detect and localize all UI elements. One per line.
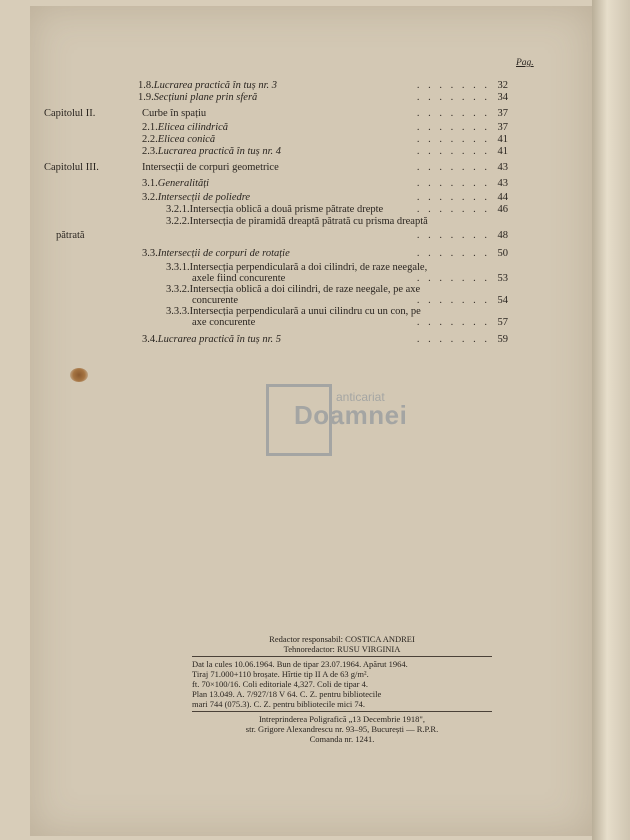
toc-label: Lucrarea practică în tuș nr. 5 [157, 334, 282, 345]
toc-number: 3.3.2. [166, 284, 190, 295]
dot-leader: . . . . . . . [416, 80, 490, 91]
chapter-title: Curbe în spațiu [142, 108, 207, 119]
toc-label: Intersecția oblică a două prisme pătrate drepte [189, 204, 384, 215]
toc-entry [166, 204, 383, 216]
colophon [192, 634, 492, 744]
colophon-line: Dat la cules 10.06.1964. Bun de tipar 23.07.1964. Apărut 1964. [192, 659, 408, 669]
page-stain [70, 368, 88, 382]
dot-leader: . . . . . . . [416, 295, 490, 306]
toc-page-number: 34 [497, 92, 508, 103]
book-spine [592, 0, 630, 840]
dot-leader: . . . . . . . [416, 248, 490, 259]
toc-label: Intersecția perpendiculară a unui cilindru cu un con, pe [189, 306, 421, 317]
toc-label: Lucrarea practică în tuș nr. 4 [157, 146, 282, 157]
toc-label-continued: axe concurente [192, 317, 256, 328]
toc-page-number: 54 [497, 295, 508, 306]
dot-leader: . . . . . . . [416, 162, 490, 173]
dot-leader: . . . . . . . [416, 317, 490, 328]
dot-leader: . . . . . . . [416, 273, 490, 284]
printer-line: Intreprinderea Poligrafică „13 Decembrie 1918", [258, 714, 426, 724]
toc-label-continued: axele fiind concurente [192, 273, 286, 284]
toc-label: Elicea conică [157, 134, 216, 145]
colophon-line: Plan 13.049. A. 7/927/18 V 64. C. Z. pentru bibliotecile [192, 689, 382, 699]
toc-entry [138, 92, 257, 104]
printer-line: Comanda nr. 1241. [309, 734, 375, 744]
toc-page-number: 59 [497, 334, 508, 345]
page-column-header: Pag. [516, 58, 534, 68]
toc-page-number: 44 [497, 192, 508, 203]
toc-page-number: 41 [497, 146, 508, 157]
toc-continuation: pătrată [56, 230, 85, 241]
toc-label-continued: concurente [192, 295, 239, 306]
toc-page-number: 37 [497, 122, 508, 133]
colophon-divider [192, 711, 492, 712]
toc-number: 1.8. [138, 80, 154, 91]
toc-page-number: 50 [497, 248, 508, 259]
chapter-label: Capitolul III. [44, 162, 99, 173]
toc-entry [138, 80, 277, 92]
toc-number: 3.2.1. [166, 204, 190, 215]
colophon-line: Tiraj 71.000+110 broșate. Hîrtie tip II A de 63 g/m². [192, 669, 369, 679]
dot-leader: . . . . . . . [416, 178, 490, 189]
toc-page-number: 46 [497, 204, 508, 215]
toc-label: Intersecția oblică a doi cilindri, de raze neegale, pe axe [189, 284, 421, 295]
toc-number: 3.4. [142, 334, 158, 345]
dot-leader: . . . . . . . [416, 334, 490, 345]
dot-leader: . . . . . . . [416, 230, 490, 241]
toc-number: 3.2.2. [166, 216, 190, 227]
watermark-logo [266, 384, 436, 454]
toc-entry [142, 192, 250, 204]
toc-number: 2.1. [142, 122, 158, 133]
dot-leader: . . . . . . . [416, 134, 490, 145]
toc-label: Intersecții de corpuri de rotație [157, 248, 290, 259]
toc-page-number: 53 [497, 273, 508, 284]
toc-label: Intersecții de poliedre [157, 192, 251, 203]
dot-leader: . . . . . . . [416, 122, 490, 133]
chapter-label: Capitolul II. [44, 108, 96, 119]
toc-entry [142, 134, 215, 146]
toc-page-number: 48 [497, 230, 508, 241]
toc-page-number: 43 [497, 178, 508, 189]
colophon-line: mari 744 (075.3). C. Z. pentru bibliotecile mici 74. [192, 699, 366, 709]
dot-leader: . . . . . . . [416, 204, 490, 215]
chapter-title: Intersecții de corpuri geometrice [142, 162, 279, 173]
toc-number: 2.3. [142, 146, 158, 157]
toc-number: 2.2. [142, 134, 158, 145]
colophon-editor: Redactor responsabil: COSTICA ANDREI [269, 634, 415, 644]
toc-entry [142, 248, 290, 260]
book-page [30, 6, 592, 836]
toc-number: 3.3.1. [166, 262, 190, 273]
toc-label: Intersecția perpendiculară a doi cilindri, de raze neegale, [189, 262, 428, 273]
toc-number: 1.9. [138, 92, 154, 103]
toc-number: 3.2. [142, 192, 158, 203]
watermark-big-text: Doamnei [294, 400, 408, 430]
toc-page-number: 57 [497, 317, 508, 328]
toc-page-number: 43 [497, 162, 508, 173]
toc-entry [142, 334, 281, 346]
toc-label: Intersecția de piramidă dreaptă pătrată cu prisma dreaptă [189, 216, 428, 227]
printer-line: str. Grigore Alexandrescu nr. 93–95, București — R.P.R. [245, 724, 439, 734]
colophon-tech-editor: Tehnoredactor: RUSU VIRGINIA [283, 644, 401, 654]
toc-number: 3.3. [142, 248, 158, 259]
toc-page-number: 41 [497, 134, 508, 145]
toc-number: 3.3.3. [166, 306, 190, 317]
colophon-divider [192, 656, 492, 657]
toc-label: Elicea cilindrică [157, 122, 229, 133]
toc-label: Generalități [157, 178, 210, 189]
toc-entry [142, 178, 209, 190]
dot-leader: . . . . . . . [416, 108, 490, 119]
toc-entry [142, 146, 281, 158]
colophon-line: ft. 70×100/16. Coli editoriale 4,327. Coli de tipar 4. [192, 679, 368, 689]
dot-leader: . . . . . . . [416, 92, 490, 103]
toc-label: Lucrarea practică în tuș nr. 3 [153, 80, 278, 91]
dot-leader: . . . . . . . [416, 146, 490, 157]
toc-number: 3.1. [142, 178, 158, 189]
toc-entry [142, 122, 228, 134]
table-of-contents [30, 6, 592, 366]
toc-page-number: 37 [497, 108, 508, 119]
toc-entry [166, 216, 428, 228]
toc-label: Secțiuni plane prin sferă [153, 92, 258, 103]
toc-page-number: 32 [497, 80, 508, 91]
dot-leader: . . . . . . . [416, 192, 490, 203]
watermark-small-text: anticariat [336, 390, 385, 404]
